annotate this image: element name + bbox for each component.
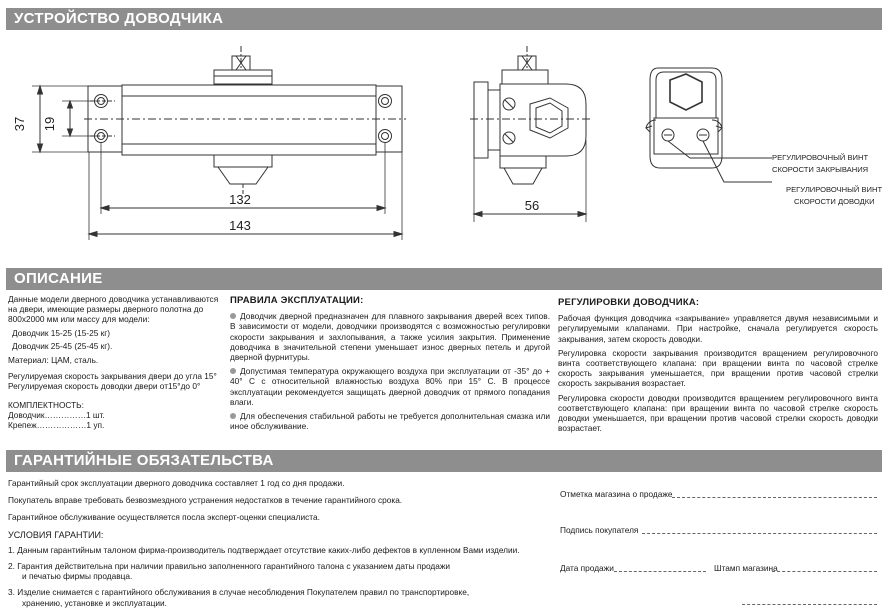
- signature-label: Подпись покупателя: [560, 525, 639, 535]
- dim-19-label: 19: [42, 116, 57, 132]
- operation-rules-title: ПРАВИЛА ЭКСПЛУАТАЦИИ:: [230, 295, 364, 306]
- section-header-description: ОПИСАНИЕ: [6, 268, 882, 290]
- condition-line: и печатью фирмы продавца.: [22, 571, 133, 582]
- section-header-device: УСТРОЙСТВО ДОВОДЧИКА: [6, 8, 882, 30]
- signature-field[interactable]: [642, 533, 877, 534]
- condition-line: 1. Данным гарантийным талоном фирма-производитель подтверждает отсутствие каких-либо дефектов в купленном Вами изделии.: [8, 544, 520, 555]
- condition-line: 2. Гарантия действительна при наличии правильно заполненного гарантийного талона с указанием даты продажи: [8, 561, 451, 572]
- sale-date-label: Дата продажи: [560, 563, 614, 573]
- warranty-text: [8, 478, 548, 608]
- rules-paragraph: Доводчик дверной предназначен для плавного закрывания дверей всех типов. В зависимости от модели, доводчики производятся с возможностью регулировки скорости закрывания и захлопывания, а также усилия закрытия. Применение доводчика в значительной степени уменьшает износ дверных петель и другой дверной фурнитуры.: [230, 311, 550, 363]
- description-column-1: [8, 294, 223, 430]
- warranty-conditions-title: УСЛОВИЯ ГАРАНТИИ:: [8, 529, 104, 540]
- adjust-paragraph: Регулировка скорости закрывания производится вращением регулировочного винта соответствующего клапана: при вращении винта по часовой стрелке скорость закрывания уменьшается, при вращении против часовой стрелки скорость закрывания возрастает.: [558, 347, 878, 389]
- rules-paragraph: Допустимая температура окружающего воздуха при эксплуатации от -35° до + 40° С с относительной влажностью воздуха 80% при 15° С. В процессе эксплуатации рекомендуется защищать дверной доводчик от прямого попадания влаги.: [230, 366, 550, 407]
- warranty-line: Покупатель вправе требовать безвозмездного устранения недостатков в течение гарантийного срока.: [8, 495, 403, 506]
- condition-line: хранению, установке и эксплуатации.: [22, 597, 167, 608]
- intro-line: Данные модели дверного доводчика устанавливаются: [8, 294, 219, 304]
- intro-line: 800х2000 мм или массу для модели:: [8, 314, 150, 325]
- stamp-area-line: [742, 604, 877, 605]
- kit-line: Крепеж………………1 уп.: [8, 420, 105, 431]
- intro-line: на двери, имеющие размеры дверного полотна до: [8, 304, 204, 315]
- dim-56-label: 56: [524, 198, 540, 213]
- dim-143-label: 143: [229, 218, 251, 233]
- label-slam-screw-2: СКОРОСТИ ДОВОДКИ: [794, 197, 875, 206]
- door-closer-drawing: [0, 30, 888, 268]
- side-view: [470, 46, 590, 222]
- bullet-icon: [230, 313, 236, 319]
- kit-title: КОМПЛЕКТНОСТЬ:: [8, 399, 84, 410]
- sale-date-field[interactable]: [614, 571, 706, 572]
- model-line: Доводчик 15-25 (15-25 кг): [12, 327, 111, 338]
- sale-mark-label: Отметка магазина о продаже: [560, 489, 673, 499]
- dim-37-label: 37: [12, 116, 27, 132]
- condition-line: 3. Изделие снимается с гарантийного обслуживания в случае несоблюдения Покупателем правил по транспортировке,: [8, 587, 470, 598]
- rules-paragraph: Для обеспечения стабильной работы не требуется дополнительная смазка или иное обслуживание.: [230, 411, 550, 432]
- store-stamp-label: Штамп магазина: [714, 563, 778, 573]
- sale-mark-field[interactable]: [672, 497, 877, 498]
- dim-132-label: 132: [229, 192, 251, 207]
- model-line: Доводчик 25-45 (25-45 кг).: [12, 340, 113, 351]
- store-stamp-field[interactable]: [772, 571, 877, 572]
- adjust-paragraph: Регулировка скорости доводки производится вращением регулировочного винта соответствующего клапана: при вращении винта по часовой стрелке скорость доводки уменьшается, при вращении против часовой стрелки скорость доводки возрастает.: [558, 392, 878, 434]
- kit-line: Доводчик……………1 шт.: [8, 409, 105, 420]
- warranty-line: Гарантийное обслуживание осуществляется посла эксперт-оценки специалиста.: [8, 512, 320, 523]
- label-closing-screw-2: СКОРОСТИ ЗАКРЫВАНИЯ: [772, 165, 869, 174]
- front-view: [32, 46, 406, 240]
- speed-line: Регулируемая скорость доводки двери от15°до 0°: [8, 381, 201, 392]
- valve-detail: [646, 68, 772, 182]
- material-line: Материал: ЦАМ, сталь.: [8, 355, 99, 366]
- adjust-paragraph: Рабочая функция доводчика «закрывание» управляется двумя независимыми и регулируемыми клапанами. При настройке, сначала регулируется скорость закрывания, затем скорость доводки.: [558, 313, 878, 344]
- bullet-icon: [230, 368, 236, 374]
- bullet-icon: [230, 413, 236, 419]
- adjustments-title: РЕГУЛИРОВКИ ДОВОДЧИКА:: [558, 297, 700, 308]
- section-header-warranty: ГАРАНТИЙНЫЕ ОБЯЗАТЕЛЬСТВА: [6, 450, 882, 472]
- speed-line: Регулируемая скорость закрывания двери до угла 15°: [8, 371, 217, 382]
- label-closing-screw-1: РЕГУЛИРОВОЧНЫЙ ВИНТ: [772, 153, 869, 162]
- label-slam-screw-1: РЕГУЛИРОВОЧНЫЙ ВИНТ: [786, 185, 883, 194]
- description-column-2: [230, 296, 550, 435]
- description-column-3: [558, 298, 878, 437]
- warranty-line: Гарантийный срок эксплуатации дверного доводчика составляет 1 год со дня продажи.: [8, 478, 345, 488]
